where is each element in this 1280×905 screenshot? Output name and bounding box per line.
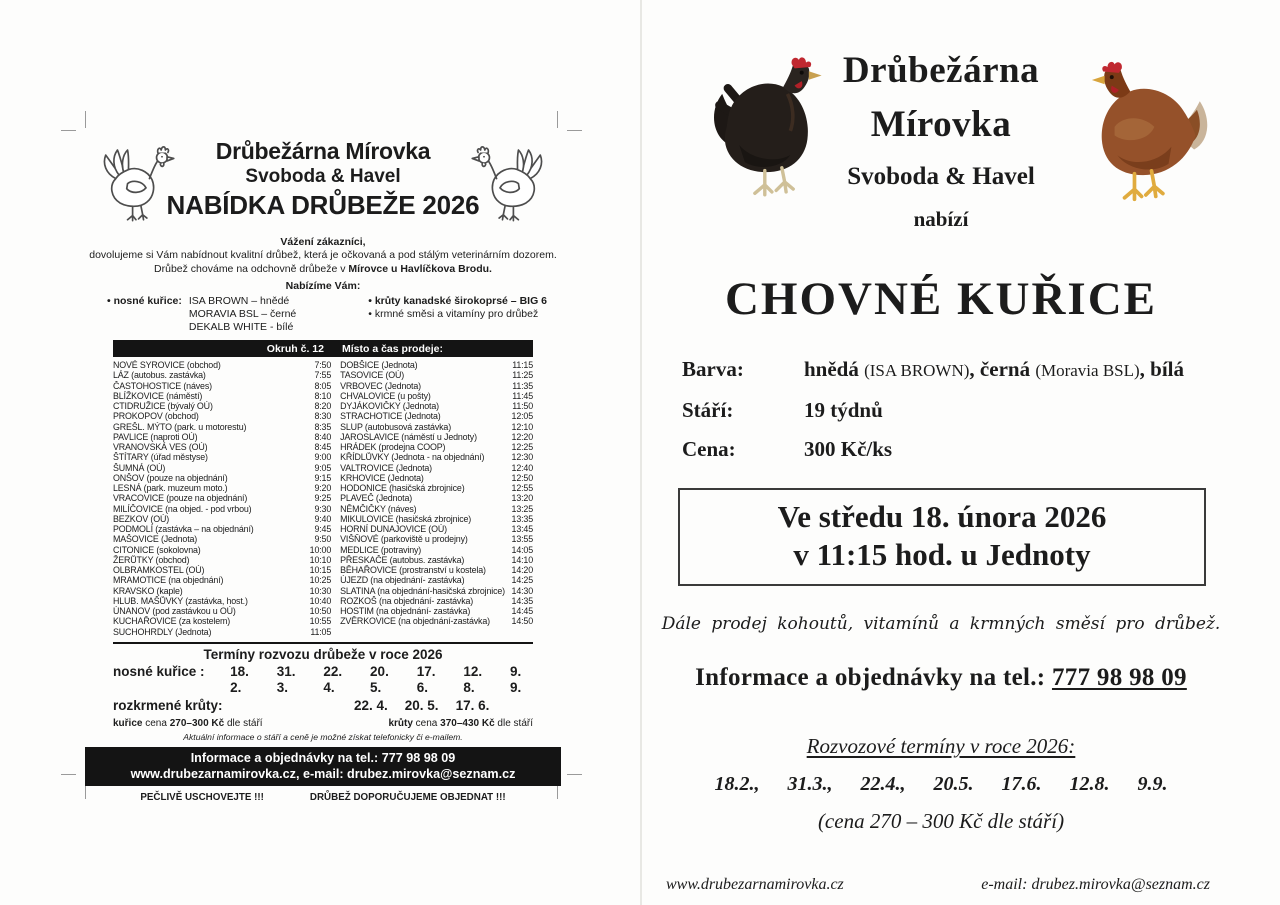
crop-mark	[567, 774, 582, 775]
text-segment: 370–430 Kč	[440, 717, 495, 729]
event-date-line: Ve středu 18. února 2026	[777, 499, 1107, 534]
date-item: 22. 4.	[354, 697, 388, 713]
table-row	[340, 483, 533, 493]
sale-time: 11:15	[512, 360, 533, 370]
contact-phone-line: Informace a objednávky na tel.: 777 98 98 09	[190, 750, 456, 765]
place-name: SUCHOHRDLY (Jednota)	[113, 626, 212, 637]
black-hen-photo	[708, 53, 850, 203]
table-row	[340, 401, 533, 411]
spec-color-label: Barva:	[682, 357, 744, 381]
table-row	[113, 422, 331, 432]
table-row	[340, 534, 533, 544]
place-name: VRBOVEC (Jednota)	[340, 380, 421, 391]
terms-row-chicks-dates	[230, 664, 533, 696]
info-phone-line	[660, 664, 1222, 692]
place-name: CITONICE (sokolovna)	[113, 544, 201, 555]
date-item: 20.5.	[933, 773, 974, 795]
owners-name: Svoboda & Havel	[847, 163, 1035, 190]
text-segment: dle stáří	[494, 717, 533, 729]
place-name: MILÍČOVICE (na objed. - pod vrbou)	[113, 503, 252, 514]
place-name: VRANOVSKÁ VES (OÚ)	[113, 442, 208, 452]
sale-time: 14:05	[511, 544, 533, 555]
place-name: MEDLICE (potraviny)	[340, 544, 422, 555]
sale-time: 11:35	[512, 380, 533, 391]
sale-time: 14:45	[511, 606, 533, 616]
table-row	[340, 381, 533, 391]
place-name: BEZKOV (OÚ)	[113, 513, 170, 524]
offer-right-items	[368, 295, 547, 334]
sale-time: 10:55	[309, 616, 332, 627]
text-segment: Mírovce u Havlíčkova Brodu.	[348, 262, 492, 275]
spec-price-row	[682, 436, 1222, 462]
sale-time: 7:55	[314, 370, 332, 381]
terms-row-turkeys-label: rozkrmené krůty:	[113, 697, 223, 713]
date-item: 17. 6.	[416, 663, 436, 695]
offer-item: DEKALB WHITE - bílé	[188, 321, 294, 333]
offer-columns	[85, 295, 561, 334]
table-row	[340, 432, 533, 442]
table-row	[113, 534, 331, 544]
place-name: CHVALOVICE (u pošty)	[340, 390, 431, 401]
sale-time: 13:45	[511, 524, 533, 534]
table-row	[340, 565, 533, 575]
place-name: KŘÍDLŮVKY (Jednota - na objednání)	[340, 452, 485, 463]
sales-route-table	[113, 340, 533, 637]
sale-time: 11:25	[512, 370, 533, 381]
table-row	[113, 504, 331, 514]
sale-time: 13:25	[511, 503, 533, 514]
place-name: ŠUMNÁ (OÚ)	[113, 462, 166, 473]
contact-bar	[85, 747, 561, 786]
text-segment: 270–300 Kč	[169, 717, 225, 729]
sale-time: 9:45	[314, 524, 332, 534]
place-name: NOVÉ SYROVICE (obchod)	[113, 360, 221, 370]
sale-time: 9:30	[314, 503, 332, 514]
offer-item: MORAVIA BSL – černé	[188, 308, 297, 320]
sale-time: 8:10	[314, 390, 332, 401]
sale-time: 12:25	[511, 442, 533, 452]
crop-mark	[567, 130, 582, 131]
product-headline: CHOVNÉ KUŘICE	[724, 273, 1158, 325]
sale-time: 14:25	[511, 575, 533, 586]
place-name: GREŠL. MÝTO (park. u motorestu)	[113, 421, 247, 432]
sale-time: 13:55	[511, 534, 533, 545]
sale-time: 9:25	[314, 493, 332, 504]
sale-time: 12:50	[511, 472, 533, 483]
brown-hen-photo	[1072, 50, 1214, 215]
intro-line-2	[85, 263, 561, 276]
table-row	[113, 565, 331, 575]
sale-time: 8:05	[314, 380, 332, 391]
table-row	[340, 504, 533, 514]
offer-item: • krůty kanadské širokoprsé – BIG 6	[368, 295, 547, 307]
offer-left-group	[107, 295, 296, 334]
place-name: ČASTOHOSTICE (náves)	[113, 380, 212, 391]
sale-time: 10:25	[309, 575, 332, 586]
place-name: KUCHAŘOVICE (za kostelem)	[113, 616, 231, 627]
table-row	[340, 514, 533, 524]
farm-name-line2: Mírovka	[870, 104, 1012, 145]
delivery-terms-section	[113, 647, 533, 742]
place-name: ÚJEZD (na objednání- zastávka)	[340, 575, 465, 586]
spec-age-row	[682, 397, 1222, 423]
text-segment: kuřice	[113, 717, 143, 729]
sale-time: 10:40	[309, 595, 332, 606]
keep-line	[85, 792, 561, 803]
table-row	[340, 360, 533, 370]
table-row	[340, 616, 533, 626]
table-row	[113, 370, 331, 380]
date-item: 9. 9.	[509, 663, 522, 695]
footer-website: www.drubezarnamirovka.cz	[666, 876, 844, 893]
text-segment: ,	[969, 357, 980, 381]
sale-time: 14:35	[511, 595, 533, 606]
place-name: HODONICE (hasičská zbrojnice)	[340, 483, 465, 493]
offer-title: NABÍDKA DRŮBEŽE 2026	[166, 190, 480, 220]
table-row	[340, 463, 533, 473]
event-date-box	[678, 488, 1206, 586]
table-row	[340, 606, 533, 616]
sale-time: 10:30	[309, 585, 332, 596]
place-name: ZVĚRKOVICE (na objednání-zastávka)	[340, 616, 490, 627]
place-name: ROZKOŠ (na objednání- zastávka)	[340, 595, 474, 606]
sale-time: 9:05	[314, 462, 332, 473]
spec-age-value: 19 týdnů	[804, 398, 883, 422]
sale-time: 12:30	[511, 452, 533, 463]
table-row	[340, 586, 533, 596]
sale-time: 14:10	[511, 554, 533, 565]
table-row	[340, 545, 533, 555]
offer-heading: Nabízíme Vám:	[285, 280, 361, 292]
text-segment: ,	[1139, 357, 1151, 381]
delivery-terms-heading: Rozvozové termíny v roce 2026:	[806, 734, 1076, 758]
table-row	[113, 360, 331, 370]
sale-time: 8:20	[314, 401, 332, 411]
sale-time: 13:35	[511, 513, 533, 524]
sale-time: 8:30	[314, 411, 332, 422]
place-name: JAROSLAVICE (náměstí u Jednoty)	[340, 431, 477, 442]
table-row	[340, 473, 533, 483]
sale-time: 14:20	[511, 565, 533, 575]
table-row	[113, 555, 331, 565]
table-row	[113, 616, 331, 626]
sale-time: 14:30	[511, 585, 533, 596]
text-segment: bílá	[1150, 357, 1185, 381]
sale-time: 10:00	[309, 544, 332, 555]
place-name: PROKOPOV (obchod)	[113, 411, 199, 422]
text-segment: Informace a objednávky na tel.:	[695, 664, 1052, 691]
table-row	[340, 370, 533, 380]
sale-time: 10:10	[309, 554, 332, 565]
table-body	[113, 360, 533, 637]
date-item: 18. 2.	[230, 663, 249, 695]
terms-row-chicks-label: nosné kuřice :	[113, 663, 205, 679]
sale-time: 12:55	[511, 483, 533, 493]
text-segment: 777 98 98 09	[1051, 664, 1187, 691]
date-item: 31. 3.	[276, 663, 296, 695]
page-divider	[640, 0, 642, 905]
table-bottom-rule	[113, 642, 533, 644]
place-name: PODMOLÍ (zastávka – na objednání)	[113, 524, 254, 534]
sale-time: 8:45	[314, 442, 332, 452]
spec-color-value	[804, 356, 1184, 384]
place-name: HOSTIM (na objednání- zastávka)	[340, 606, 471, 616]
text-segment: dle stáří	[224, 717, 263, 729]
delivery-terms-dates	[660, 773, 1222, 796]
table-row	[113, 524, 331, 534]
sale-time: 8:35	[314, 421, 332, 432]
sale-time: 11:45	[512, 390, 533, 401]
table-row	[113, 627, 331, 637]
place-name: VRACOVICE (pouze na objednání)	[113, 493, 248, 504]
sale-time: 12:40	[511, 462, 533, 473]
place-name: KRHOVICE (Jednota)	[340, 472, 424, 483]
date-item: 17.6.	[1001, 773, 1042, 795]
table-row	[340, 524, 533, 534]
place-name: NĚMČIČKY (náves)	[340, 503, 417, 514]
text-segment: Drůbež chováme na odchovně drůbeže v	[154, 262, 349, 275]
table-row	[340, 575, 533, 585]
text-segment: (ISA BROWN)	[864, 361, 970, 380]
place-name: KRAVSKO (kaple)	[113, 585, 183, 596]
text-segment: krůty	[388, 717, 413, 729]
table-row	[113, 596, 331, 606]
place-name: BLÍŽKOVICE (náměstí)	[113, 390, 203, 401]
footer	[660, 876, 1222, 894]
table-row	[340, 391, 533, 401]
right-page-header	[660, 38, 1222, 236]
sale-time: 9:50	[314, 534, 332, 545]
flyer-page-offer-list	[85, 138, 561, 803]
place-name: OLBRAMKOSTEL (OÚ)	[113, 565, 205, 575]
date-item: 17. 6.	[455, 697, 490, 713]
order-note: DRŮBEŽ DOPORUČUJEME OBJEDNAT !!!	[309, 791, 506, 803]
sale-time: 10:50	[309, 606, 332, 616]
sale-time: 11:05	[310, 626, 332, 637]
sale-time: 13:20	[511, 493, 533, 504]
place-name: VALTROVICE (Jednota)	[340, 462, 432, 473]
table-row	[113, 391, 331, 401]
table-row	[113, 545, 331, 555]
offers-word: nabízí	[913, 207, 969, 231]
offer-left-items	[189, 295, 296, 334]
spec-color-row	[682, 356, 1222, 384]
place-name: CTIDRUŽICE (bývalý OÚ)	[113, 401, 213, 411]
delivery-terms-price: (cena 270 – 300 Kč dle stáří)	[817, 809, 1065, 833]
table-row	[113, 606, 331, 616]
date-item: 31.3.,	[787, 773, 833, 795]
text-segment: cena	[142, 717, 170, 729]
date-item: 22. 4.	[323, 663, 343, 695]
hen-lineart-icon	[463, 142, 547, 232]
table-row	[113, 432, 331, 442]
table-row	[340, 555, 533, 565]
place-name: ÚNANOV (pod zastávkou u OÚ)	[113, 606, 236, 616]
place-name: BĚHAŘOVICE (prostranství u kostela)	[340, 565, 486, 575]
text-segment: černá	[979, 357, 1036, 381]
crop-mark	[61, 774, 76, 775]
place-name: MAŠOVICE (Jednota)	[113, 534, 198, 545]
table-row	[340, 452, 533, 462]
contact-web-line: www.drubezarnamirovka.cz, e-mail: drubez.mirovka@seznam.cz	[130, 766, 516, 781]
flyer-page-announcement	[660, 38, 1222, 894]
farm-name: Drůbežárna Mírovka	[215, 138, 431, 164]
date-item: 12.8.	[1069, 773, 1110, 795]
place-name: ONŠOV (pouze na objednání)	[113, 472, 228, 483]
place-name: DYJÁKOVIČKY (Jednota)	[340, 401, 439, 411]
sale-time: 12:10	[511, 421, 533, 432]
extra-offer-line: Dále prodej kohoutů, vitamínů a krmných směsí pro drůbež.	[661, 614, 1221, 634]
column-header-route: Okruh č. 12	[266, 342, 324, 355]
place-name: TASOVICE (OÚ)	[340, 370, 405, 381]
table-row	[340, 493, 533, 503]
sale-time: 12:05	[511, 411, 533, 422]
date-item: 18.2.,	[714, 773, 760, 795]
table-row	[113, 452, 331, 462]
price-lines	[113, 718, 533, 729]
spec-price-label: Cena:	[682, 437, 736, 461]
table-row	[113, 473, 331, 483]
sale-time: 8:40	[314, 431, 332, 442]
table-row	[113, 411, 331, 421]
place-name: ŽERŮTKY (obchod)	[113, 554, 190, 565]
offer-item: • krmné směsi a vitamíny pro drůbež	[368, 308, 539, 320]
table-row	[113, 442, 331, 452]
sale-time: 9:20	[314, 483, 332, 493]
terms-row-chicks	[113, 664, 533, 696]
table-row	[113, 401, 331, 411]
table-row	[113, 463, 331, 473]
place-name: MIKULOVICE (hasičská zbrojnice)	[340, 513, 472, 524]
terms-row-turkeys-dates	[354, 698, 489, 714]
date-item: 20. 5.	[370, 663, 389, 695]
column-header-place-time: Místo a čas prodeje:	[342, 342, 443, 355]
table-row	[340, 442, 533, 452]
info-note: Aktuální informace o stáří a ceně je možné získat telefonicky či e-mailem.	[183, 731, 463, 742]
sale-time: 7:50	[314, 360, 332, 370]
footer-email: e-mail: drubez.mirovka@seznam.cz	[981, 876, 1210, 893]
spec-age-label: Stáří:	[682, 398, 734, 422]
sale-time: 9:40	[314, 513, 332, 524]
text-segment: (Moravia BSL)	[1035, 361, 1140, 380]
spec-price-value: 300 Kč/ks	[804, 437, 893, 461]
table-row	[340, 596, 533, 606]
owners-name: Svoboda & Havel	[245, 166, 401, 187]
table-row	[113, 514, 331, 524]
sale-time: 14:50	[511, 616, 533, 627]
event-time-line: v 11:15 hod. u Jednoty	[793, 537, 1091, 572]
date-item: 9.9.	[1137, 773, 1168, 795]
offer-left-label: • nosné kuřice:	[107, 295, 182, 307]
text-segment: cena	[412, 717, 441, 729]
table-row	[340, 411, 533, 421]
place-name: SLUP (autobusová zastávka)	[340, 421, 452, 432]
table-right-column	[340, 360, 533, 637]
intro-line-1: dovolujeme si Vám nabídnout kvalitní drůbež, která je očkovaná a pod stálým veterinárním dozorem.	[89, 249, 557, 261]
hen-lineart-icon	[99, 142, 183, 232]
table-row	[113, 586, 331, 596]
text-segment: hnědá	[804, 357, 865, 381]
offer-item: ISA BROWN – hnědé	[188, 295, 290, 307]
product-specs	[682, 356, 1222, 462]
crop-mark	[85, 111, 86, 128]
place-name: ŠTÍTARY (úřad městyse)	[113, 452, 208, 463]
table-left-column	[113, 360, 331, 637]
crop-mark	[557, 111, 558, 128]
date-item: 12. 8.	[463, 663, 483, 695]
table-row	[340, 422, 533, 432]
place-name: HRÁDEK (prodejna COOP)	[340, 442, 446, 452]
sale-time: 12:20	[511, 431, 533, 442]
place-name: LESNÁ (park. muzeum moto.)	[113, 483, 228, 493]
price-turkeys	[388, 718, 533, 729]
table-row	[113, 381, 331, 391]
place-name: DOBŠICE (Jednota)	[340, 360, 418, 370]
place-name: MRAMOTICE (na objednání)	[113, 575, 224, 586]
place-name: PŘESKAČE (autobus. zastávka)	[340, 554, 465, 565]
place-name: PLAVEČ (Jednota)	[340, 493, 413, 504]
crop-mark	[61, 130, 76, 131]
sale-time: 9:15	[314, 472, 332, 483]
terms-row-turkeys	[113, 698, 533, 714]
table-header-bar	[113, 340, 533, 357]
table-row	[113, 493, 331, 503]
date-item: 20. 5.	[404, 697, 439, 713]
table-row	[113, 575, 331, 585]
place-name: HLUB. MAŠŮVKY (zastávka, host.)	[113, 595, 248, 606]
place-name: PAVLICE (naproti OÚ)	[113, 431, 198, 442]
left-page-header	[85, 138, 561, 234]
farm-name-line1: Drůbežárna	[842, 50, 1040, 91]
place-name: HORNÍ DUNAJOVICE (OÚ)	[340, 524, 447, 534]
place-name: STRACHOTICE (Jednota)	[340, 411, 441, 422]
keep-note: PEČLIVĚ USCHOVEJTE !!!	[140, 791, 264, 803]
table-row	[113, 483, 331, 493]
date-item: 22.4.,	[860, 773, 906, 795]
salutation: Vážení zákazníci,	[280, 236, 366, 248]
price-chicks	[113, 718, 263, 729]
terms-heading: Termíny rozvozu drůbeže v roce 2026	[203, 646, 443, 662]
place-name: VIŠŇOVÉ (parkoviště u prodejny)	[340, 534, 468, 545]
sale-time: 10:15	[309, 565, 332, 575]
sale-time: 9:00	[314, 452, 332, 463]
place-name: SLATINA (na objednání-hasičská zbrojnice)	[340, 585, 505, 596]
sale-time: 11:50	[512, 401, 533, 411]
place-name: LÁZ (autobus. zastávka)	[113, 370, 206, 381]
